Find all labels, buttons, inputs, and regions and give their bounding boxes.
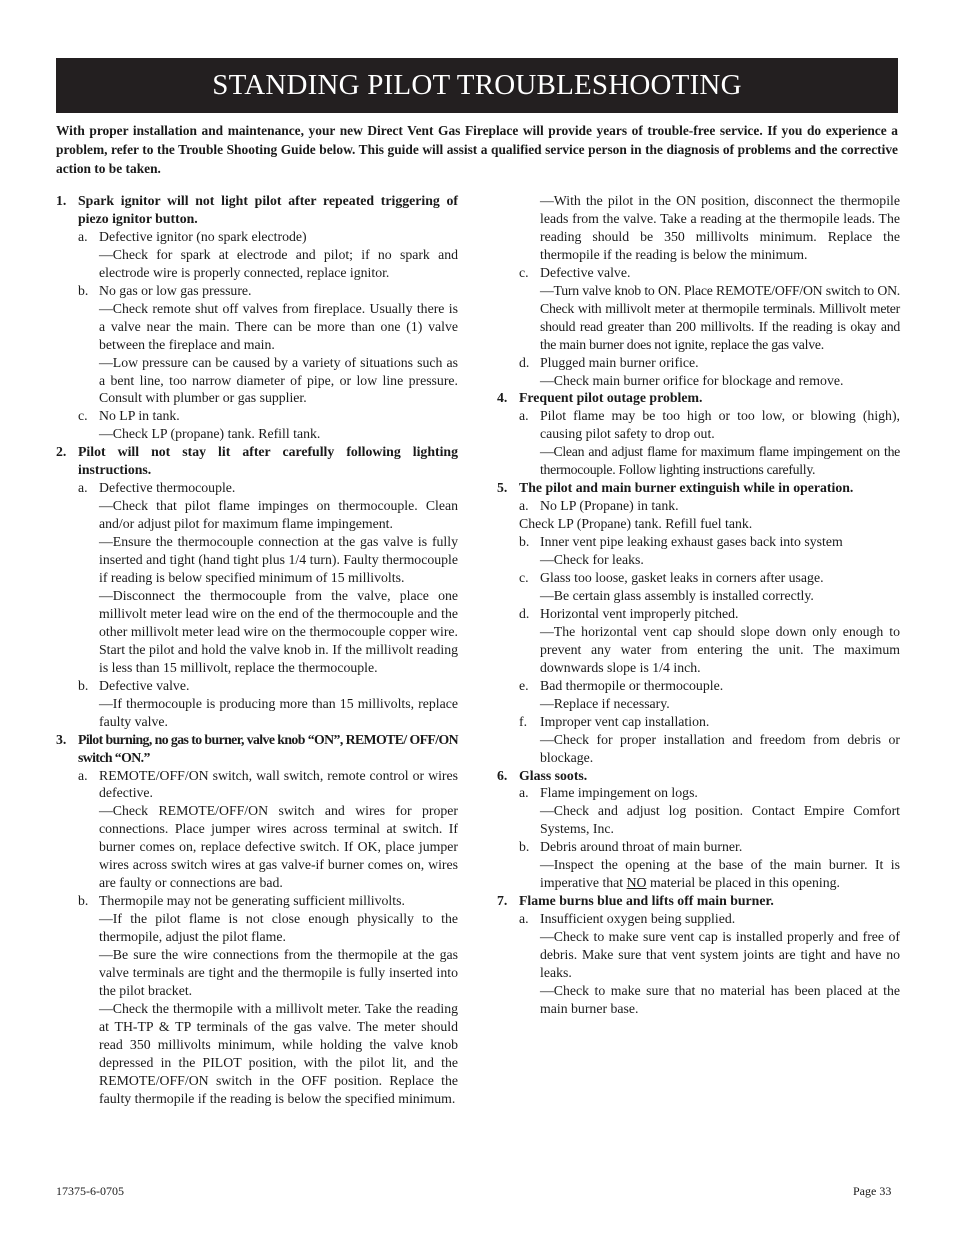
section-heading: Pilot burning, no gas to burner, valve knob “ON”, REMOTE/ OFF/ON switch “ON.” bbox=[78, 731, 458, 765]
item-1a bbox=[78, 228, 458, 282]
item-letter: b. bbox=[78, 893, 89, 909]
item-text: —Check the thermopile with a millivolt meter. Take the reading at TH-TP & TP terminals of the gas valve. The meter should read 350 millivolts minimum, while holding the valve knob depressed in the PILOT position, with the pilot lit, and the REMOTE/OFF/ON switch in the OFF position. Replace the faulty thermopile if the reading is below the specified minimum. bbox=[99, 1000, 458, 1106]
item-5a bbox=[519, 497, 900, 515]
item-6a bbox=[519, 784, 900, 838]
item-label: REMOTE/OFF/ON switch, wall switch, remote control or wires defective. bbox=[99, 767, 458, 801]
item-label: Defective thermocouple. bbox=[99, 480, 236, 496]
item-letter: f. bbox=[519, 713, 528, 729]
item-text: —Check remote shut off valves from fireplace. Usually there is a valve near the main. There can be more than one (1) valve between the fireplace and main. bbox=[99, 300, 458, 352]
item-text: —The horizontal vent cap should slope down only enough to prevent any water from entering the unit. The maximum downwards slope is 1/4 inch. bbox=[540, 623, 900, 675]
item-text: —Be sure the wire connections from the thermopile at the gas valve terminals are tight and the thermopile is fully inserted into the pilot bracket. bbox=[99, 947, 458, 998]
section-heading: Spark ignitor will not light pilot after repeated triggering of piezo ignitor button. bbox=[78, 193, 458, 226]
section-1 bbox=[56, 192, 458, 443]
item-label: Insufficient oxygen being supplied. bbox=[540, 911, 736, 927]
item-text: Check LP (Propane) tank. Refill fuel tank. bbox=[519, 516, 753, 532]
item-text bbox=[540, 856, 900, 892]
item-5b bbox=[519, 533, 900, 569]
section-number: 5. bbox=[497, 480, 508, 496]
item-label: Defective valve. bbox=[540, 264, 631, 280]
left-column bbox=[56, 192, 458, 1108]
item-text: —Check for proper installation and freedom from debris or blockage. bbox=[540, 731, 900, 765]
section-number: 6. bbox=[497, 767, 508, 783]
item-text: —If the pilot flame is not close enough physically to the thermopile, adjust the pilot flame. bbox=[99, 911, 458, 945]
section-number: 3. bbox=[56, 731, 67, 747]
section-2 bbox=[56, 443, 458, 730]
item-label: Bad thermopile or thermocouple. bbox=[540, 677, 724, 693]
item-text: —Check REMOTE/OFF/ON switch and wires for proper connections. Place jumper wires across terminal at switch. If burner comes on, replace defective switch. If OK, place jumper wires across switch wires at gas valve-if burner comes on, wires are faulty or connections are bad. bbox=[99, 803, 458, 891]
item-text-part: material be placed in this opening. bbox=[646, 875, 841, 891]
item-text: —Check and adjust log position. Contact Empire Comfort Systems, Inc. bbox=[540, 803, 900, 837]
item-2a bbox=[78, 479, 458, 676]
item-text: —Disconnect the thermocouple from the valve, place one millivolt meter lead wire on the end of the thermocouple and the other millivolt meter lead wire on the thermocouple copper wire. Start the pilot and hold the valve knob in. If the millivolt reading is less than 15 millivolt, replace the thermocouple. bbox=[99, 587, 458, 675]
item-text: —If thermocouple is producing more than 15 millivolts, replace faulty valve. bbox=[99, 695, 458, 729]
item-text: —Check that pilot flame impinges on thermocouple. Clean and/or adjust pilot for maximum flame impingement. bbox=[99, 498, 458, 532]
section-number: 4. bbox=[497, 390, 508, 406]
item-3d bbox=[519, 354, 900, 390]
item-label: Glass too loose, gasket leaks in corners after usage. bbox=[540, 570, 824, 586]
item-letter: a. bbox=[519, 911, 529, 927]
item-label: Defective valve. bbox=[99, 677, 190, 693]
item-5c bbox=[519, 569, 900, 605]
item-letter: a. bbox=[78, 228, 88, 244]
item-label: No LP (Propane) in tank. bbox=[540, 498, 679, 514]
item-letter: a. bbox=[519, 498, 529, 514]
section-7 bbox=[497, 892, 900, 1018]
item-text: —Be certain glass assembly is installed correctly. bbox=[540, 587, 814, 603]
section-heading: Flame burns blue and lifts off main burner. bbox=[519, 893, 774, 909]
item-label: Debris around throat of main burner. bbox=[540, 839, 743, 855]
item-letter: d. bbox=[519, 605, 530, 621]
section-number: 7. bbox=[497, 893, 508, 909]
right-column bbox=[497, 192, 900, 1018]
item-label: Defective ignitor (no spark electrode) bbox=[99, 228, 307, 244]
item-1b bbox=[78, 282, 458, 408]
item-6b bbox=[519, 838, 900, 892]
item-text-part: —Inspect the opening at the base of the main burner. It is imperative that bbox=[540, 857, 900, 891]
item-4a bbox=[519, 407, 900, 479]
page-number: Page 33 bbox=[853, 1184, 892, 1198]
document-number: 17375-6-0705 bbox=[56, 1184, 124, 1198]
item-letter: b. bbox=[78, 677, 89, 693]
item-label: Improper vent cap installation. bbox=[540, 713, 710, 729]
item-2b bbox=[78, 677, 458, 731]
intro-paragraph: With proper installation and maintenance, your new Direct Vent Gas Fireplace will provide years of trouble-free service. If you do experience a problem, refer to the Trouble Shooting Guide below. This guide will assist a qualified service person in the diagnosis of problems and the corrective action to be taken. bbox=[56, 123, 898, 176]
item-letter: a. bbox=[78, 767, 88, 783]
item-7a bbox=[519, 910, 900, 1018]
item-label: Pilot flame may be too high or too low, or blowing (high), causing pilot safety to drop out. bbox=[540, 408, 900, 442]
section-heading: Frequent pilot outage problem. bbox=[519, 390, 703, 406]
item-3c bbox=[519, 264, 900, 354]
item-label: Plugged main burner orifice. bbox=[540, 354, 699, 370]
section-number: 1. bbox=[56, 193, 67, 208]
item-letter: d. bbox=[519, 354, 530, 370]
item-text: —Low pressure can be caused by a variety of situations such as a bent line, too narrow diameter of pipe, or low line pressure. Consult with plumber or gas supplier. bbox=[99, 354, 458, 406]
item-label: Horizontal vent improperly pitched. bbox=[540, 605, 739, 621]
item-1c bbox=[78, 407, 458, 443]
item-5d bbox=[519, 605, 900, 677]
item-letter: a. bbox=[519, 785, 529, 801]
item-3b-continued: —With the pilot in the ON position, disconnect the thermopile leads from the valve. Take a reading at the thermopile leads. The reading should be 350 millivolts minimum. Replace the thermopile if the reading is below the minimum. bbox=[540, 193, 900, 262]
item-text: —Check to make sure vent cap is installed properly and free of debris. Make sure that vent system joints are tight and have no leaks. bbox=[540, 929, 900, 980]
section-5 bbox=[497, 479, 900, 766]
item-3a bbox=[78, 767, 458, 893]
item-letter: c. bbox=[519, 264, 529, 280]
item-label: No gas or low gas pressure. bbox=[99, 282, 252, 298]
item-text: —Ensure the thermocouple connection at the gas valve is fully inserted and tight (hand tight plus 1/4 turn). Faulty thermocouple if reading is below specified minimum of 15 millivolts. bbox=[99, 534, 458, 586]
section-3 bbox=[56, 731, 458, 1108]
item-letter: b. bbox=[78, 282, 89, 298]
item-text: —Check main burner orifice for blockage and remove. bbox=[540, 372, 844, 388]
section-heading: Pilot will not stay lit after carefully following lighting instructions. bbox=[78, 444, 458, 478]
item-5e bbox=[519, 677, 900, 713]
section-4 bbox=[497, 389, 900, 479]
item-text: —Check for leaks. bbox=[540, 552, 644, 568]
item-letter: e. bbox=[519, 677, 529, 693]
item-letter: c. bbox=[519, 570, 529, 586]
emphasis-no: NO bbox=[626, 875, 647, 891]
item-letter: a. bbox=[519, 408, 529, 424]
item-label: Thermopile may not be generating sufficient millivolts. bbox=[99, 893, 405, 909]
item-5f bbox=[519, 713, 900, 767]
page-title: STANDING PILOT TROUBLESHOOTING bbox=[56, 58, 898, 113]
section-heading: The pilot and main burner extinguish while in operation. bbox=[519, 480, 854, 496]
item-label: No LP in tank. bbox=[99, 408, 180, 424]
section-3-continued bbox=[497, 264, 900, 390]
item-letter: c. bbox=[78, 408, 88, 424]
item-letter: a. bbox=[78, 480, 88, 496]
item-text: —Check for spark at electrode and pilot; if no spark and electrode wire is properly connected, replace ignitor. bbox=[99, 246, 458, 280]
section-number: 2. bbox=[56, 444, 67, 460]
item-letter: b. bbox=[519, 839, 530, 855]
item-text: —Replace if necessary. bbox=[540, 695, 670, 711]
section-heading: Glass soots. bbox=[519, 767, 588, 783]
item-label: Inner vent pipe leaking exhaust gases back into system bbox=[540, 534, 843, 550]
item-text: —Clean and adjust flame for maximum flame impingement on the thermocouple. Follow lighting instructions carefully. bbox=[540, 444, 900, 478]
item-text: —Check LP (propane) tank. Refill tank. bbox=[99, 426, 321, 442]
item-3b bbox=[78, 892, 458, 1107]
section-6 bbox=[497, 767, 900, 893]
item-label: Flame impingement on logs. bbox=[540, 785, 698, 801]
item-text: —Turn valve knob to ON. Place REMOTE/OFF/ON switch to ON. Check with millivolt meter at thermopile terminals. Millivolt meter should read greater than 200 millivolts. If the reading is okay and the main burner does not ignite, replace the gas valve. bbox=[540, 282, 900, 352]
item-text: —Check to make sure that no material has been placed at the main burner base. bbox=[540, 982, 900, 1016]
item-letter: b. bbox=[519, 534, 530, 550]
